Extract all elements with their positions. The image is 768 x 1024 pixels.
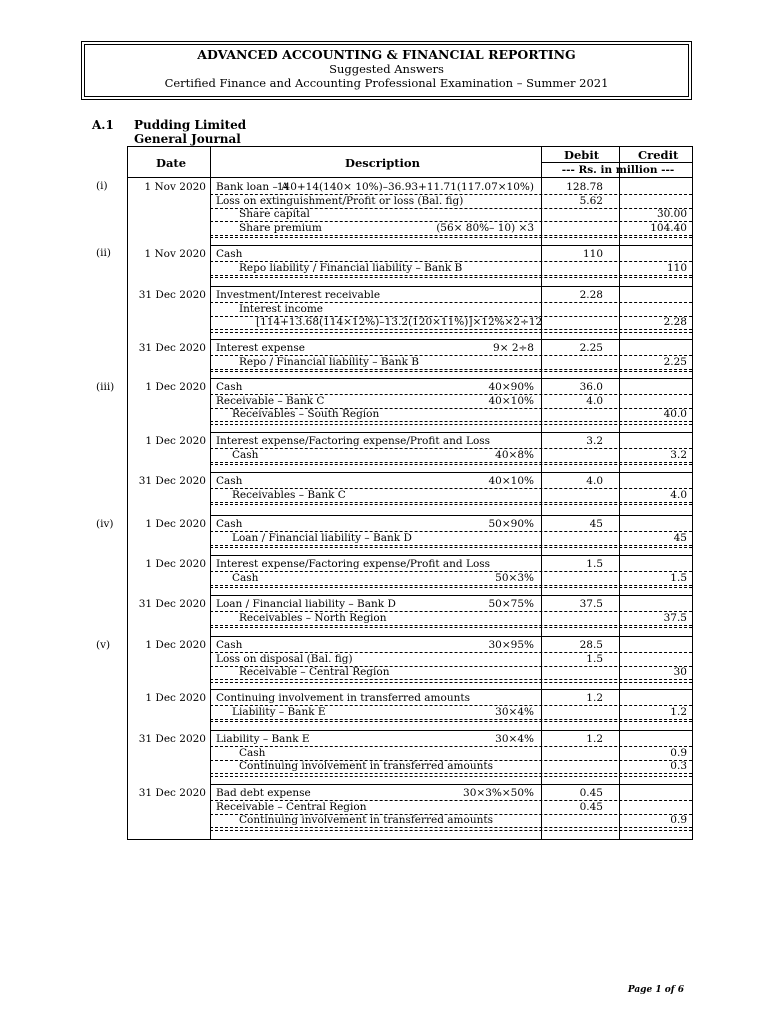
entry-account: Loan / Financial liability – Bank D xyxy=(216,598,396,610)
entry-account: Interest income xyxy=(239,302,324,315)
entry-account: Cash xyxy=(216,248,243,260)
debit-amount: 36.0 xyxy=(579,381,603,393)
credit-amount: 0.9 xyxy=(670,814,687,826)
entry-date: 1 Dec 2020 xyxy=(145,692,206,704)
col-header-date: Date xyxy=(156,156,187,170)
entry-date: 1 Dec 2020 xyxy=(145,381,206,393)
entry-account: Cash xyxy=(232,448,259,461)
entry-date: 31 Dec 2020 xyxy=(138,598,206,610)
entry-calculation: 50×90% xyxy=(488,518,534,530)
row-divider xyxy=(210,504,692,505)
entry-account: Receivables – South Region xyxy=(232,408,380,420)
entry-account: Cash xyxy=(216,639,243,651)
credit-amount: 1.5 xyxy=(670,571,687,584)
row-divider xyxy=(210,682,692,683)
company-heading xyxy=(134,118,246,146)
row-divider xyxy=(210,587,692,588)
row-divider xyxy=(210,277,692,278)
row-divider xyxy=(210,448,692,449)
debit-amount: 0.45 xyxy=(579,800,603,813)
entry-account: Share capital xyxy=(239,208,310,220)
credit-amount: 110 xyxy=(666,261,687,274)
row-divider xyxy=(210,585,692,586)
row-divider xyxy=(210,502,692,503)
credit-amount: 4.0 xyxy=(670,488,687,501)
entry-account: Investment/Interest receivable xyxy=(216,289,381,301)
row-divider xyxy=(210,776,692,777)
entry-date: 1 Dec 2020 xyxy=(145,518,206,530)
credit-amount: 3.2 xyxy=(670,448,687,461)
page-number: Page 1 of 6 xyxy=(627,985,684,995)
debit-amount: 1.2 xyxy=(586,733,603,745)
row-divider xyxy=(210,746,692,747)
entry-date: 1 Nov 2020 xyxy=(144,181,206,193)
entry-date: 31 Dec 2020 xyxy=(138,342,206,354)
row-divider xyxy=(210,571,692,572)
row-divider xyxy=(210,235,692,236)
row-divider xyxy=(210,773,692,774)
entry-calculation: 30×95% xyxy=(488,639,534,651)
debit-amount: 110 xyxy=(582,248,603,260)
debit-amount: 1.2 xyxy=(586,692,603,704)
entry-date: 1 Dec 2020 xyxy=(145,558,206,570)
entry-account: Continuing involvement in transferred amounts xyxy=(239,814,493,826)
credit-amount: 0.3 xyxy=(670,760,687,772)
entry-separator xyxy=(210,730,692,731)
entry-separator xyxy=(210,636,692,637)
question-number: A.1 xyxy=(92,118,114,132)
entry-separator xyxy=(210,378,692,379)
entry-account: [114+13.68(114×12%)–13.2(120×11%)]×12%×2÷12 xyxy=(256,316,543,328)
entry-calculation: 30×3%×50% xyxy=(463,787,534,799)
col-header-description: Description xyxy=(345,156,420,170)
row-divider xyxy=(210,625,692,626)
entry-calculation: 50×3% xyxy=(495,571,534,584)
entry-separator xyxy=(210,689,692,690)
entry-account: Receivables – North Region xyxy=(239,611,387,624)
entry-date: 31 Dec 2020 xyxy=(138,787,206,799)
debit-amount: 0.45 xyxy=(579,787,603,799)
row-divider xyxy=(210,371,692,372)
col-header-credit: Credit xyxy=(638,148,679,162)
exam-name: Certified Finance and Accounting Professional Examination – Summer 2021 xyxy=(164,76,609,90)
entry-account: Interest expense/Factoring expense/Profit and Loss xyxy=(216,558,491,570)
units-label: --- Rs. in million --- xyxy=(561,164,675,176)
entry-account: Continuing involvement in transferred amounts xyxy=(216,692,470,704)
general-journal-table xyxy=(127,146,693,840)
entry-account: Liability – Bank E xyxy=(216,733,310,745)
entry-account: Repo / Financial liability – Bank B xyxy=(239,355,420,368)
entry-account: Repo liability / Financial liability – Bank B xyxy=(239,261,463,274)
entry-account: Receivable – Bank C xyxy=(216,394,325,407)
debit-amount: 2.25 xyxy=(579,342,603,354)
debit-amount: 4.0 xyxy=(586,394,603,407)
entry-separator xyxy=(210,432,692,433)
entry-account: Share premium xyxy=(239,221,322,234)
entry-separator xyxy=(210,515,692,516)
entry-account: Interest expense xyxy=(216,342,305,354)
part-label-ii: (ii) xyxy=(96,247,111,259)
entry-separator xyxy=(210,595,692,596)
row-divider xyxy=(210,827,692,828)
debit-amount: 37.5 xyxy=(579,598,603,610)
entry-account: Cash xyxy=(216,518,243,530)
credit-amount: 1.2 xyxy=(670,705,687,718)
entry-account: Bank loan – A xyxy=(216,181,289,193)
entry-account: Loan / Financial liability – Bank D xyxy=(232,531,412,544)
document-title: ADVANCED ACCOUNTING & FINANCIAL REPORTING xyxy=(197,47,576,62)
row-divider xyxy=(210,462,692,463)
entry-account: Cash xyxy=(216,475,243,487)
entry-calculation: 140+14(140× 10%)–36.93+11.71(117.07×10%) xyxy=(276,181,534,193)
entry-account: Loss on extinguishment/Profit or loss (Bal. fig) xyxy=(216,194,464,207)
debit-amount: 2.28 xyxy=(579,289,603,301)
debit-amount: 5.62 xyxy=(579,194,603,207)
entry-separator xyxy=(210,286,692,287)
entry-separator xyxy=(210,555,692,556)
entry-calculation: 40×10% xyxy=(488,394,534,407)
entry-account: Cash xyxy=(232,571,259,584)
credit-amount: 30.00 xyxy=(656,208,687,220)
credit-amount: 0.9 xyxy=(670,746,687,759)
row-divider xyxy=(210,332,692,333)
row-divider xyxy=(210,329,692,330)
entry-calculation: 30×4% xyxy=(495,705,534,718)
row-divider xyxy=(210,627,692,628)
entry-date: 1 Dec 2020 xyxy=(145,639,206,651)
entry-date: 31 Dec 2020 xyxy=(138,289,206,301)
row-divider xyxy=(210,275,692,276)
debit-amount: 28.5 xyxy=(579,639,603,651)
credit-amount: 40.0 xyxy=(663,408,687,420)
debit-amount: 45 xyxy=(589,518,603,530)
part-label-i: (i) xyxy=(96,180,108,192)
row-divider xyxy=(210,464,692,465)
part-label-iv: (iv) xyxy=(96,518,114,530)
entry-calculation: 40×10% xyxy=(488,475,534,487)
entry-account: Receivables – Bank C xyxy=(232,488,346,501)
entry-account: Cash xyxy=(239,746,266,759)
credit-amount: 104.40 xyxy=(650,221,687,234)
credit-amount: 2.28 xyxy=(663,316,687,328)
entry-account: Continuing involvement in transferred amounts xyxy=(239,760,493,772)
entry-account: Bad debt expense xyxy=(216,787,311,799)
row-divider xyxy=(210,424,692,425)
row-divider xyxy=(210,830,692,831)
credit-amount: 30 xyxy=(673,666,687,678)
credit-amount: 2.25 xyxy=(663,355,687,368)
entry-calculation: 9× 2÷8 xyxy=(493,342,534,354)
row-divider xyxy=(210,721,692,722)
row-divider xyxy=(210,545,692,546)
part-label-v: (v) xyxy=(96,639,111,651)
entry-account: Loss on disposal (Bal. fig) xyxy=(216,652,353,665)
entry-account: Interest expense/Factoring expense/Profit and Loss xyxy=(216,435,491,447)
entry-date: 1 Dec 2020 xyxy=(145,435,206,447)
entry-calculation: 40×8% xyxy=(495,448,534,461)
entry-calculation: 50×75% xyxy=(488,598,534,610)
entry-separator xyxy=(210,784,692,785)
part-label-iii: (iii) xyxy=(96,381,115,393)
header-box xyxy=(84,44,689,97)
journal-title: General Journal xyxy=(134,132,241,146)
entry-account: Receivable – Central Region xyxy=(216,800,367,813)
company-name: Pudding Limited xyxy=(134,118,247,132)
entry-separator xyxy=(210,339,692,340)
entry-separator xyxy=(210,245,692,246)
document-subtitle: Suggested Answers xyxy=(329,62,444,76)
entry-account: Receivable – Central Region xyxy=(239,666,390,678)
entry-account: Liability – Bank E xyxy=(232,705,326,718)
debit-amount: 3.2 xyxy=(586,435,603,447)
row-divider xyxy=(210,547,692,548)
entry-date: 31 Dec 2020 xyxy=(138,733,206,745)
credit-amount: 37.5 xyxy=(663,611,687,624)
entry-calculation: 40×90% xyxy=(488,381,534,393)
row-divider xyxy=(210,369,692,370)
row-divider xyxy=(210,679,692,680)
row-divider xyxy=(210,719,692,720)
row-divider xyxy=(210,237,692,238)
entry-date: 31 Dec 2020 xyxy=(138,475,206,487)
debit-amount: 1.5 xyxy=(586,652,603,665)
entry-calculation: 30×4% xyxy=(495,733,534,745)
debit-amount: 4.0 xyxy=(586,475,603,487)
entry-date: 1 Nov 2020 xyxy=(144,248,206,260)
debit-amount: 128.78 xyxy=(566,181,603,193)
entry-calculation: (56× 80%– 10) ×3 xyxy=(436,221,534,234)
entry-separator xyxy=(210,472,692,473)
debit-amount: 1.5 xyxy=(586,558,603,570)
credit-amount: 45 xyxy=(673,531,687,544)
row-divider xyxy=(210,421,692,422)
entry-account: Cash xyxy=(216,381,243,393)
col-header-debit: Debit xyxy=(564,148,600,162)
